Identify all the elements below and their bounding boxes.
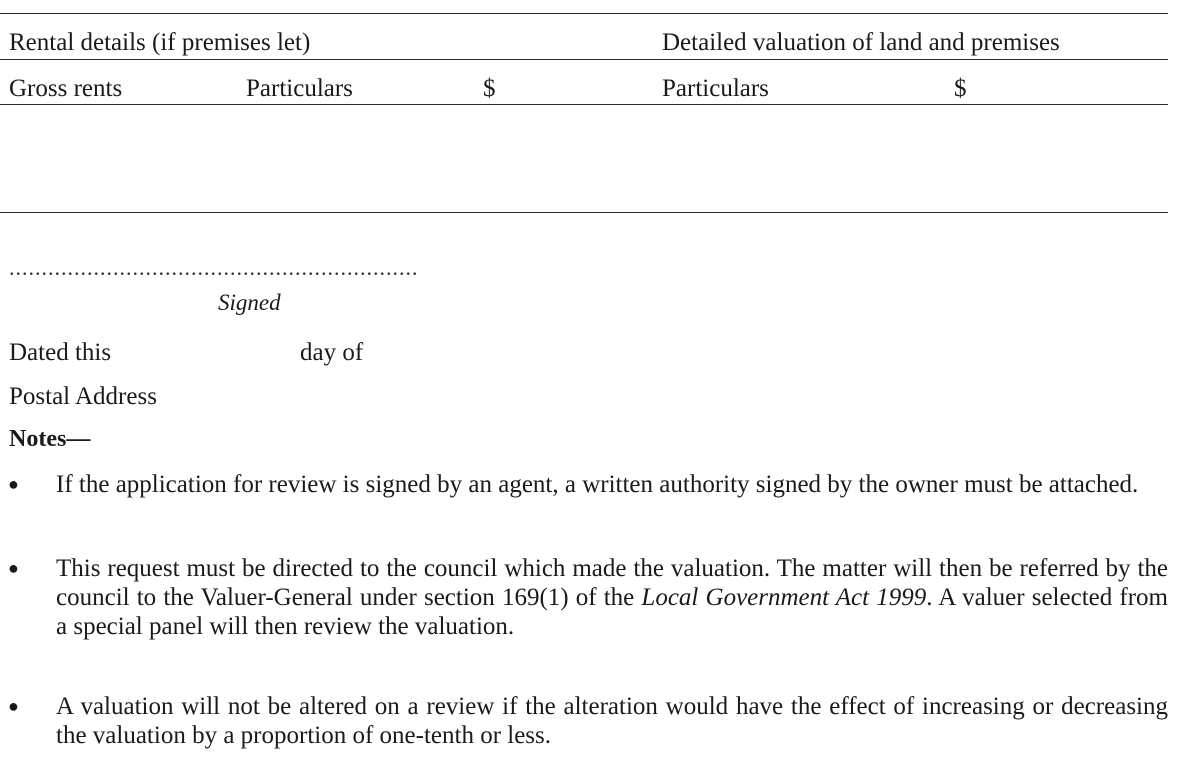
note-text [56,554,1168,641]
note-item-one-tenth-rule [0,692,1168,750]
rental-details-header: Rental details (if premises let) [9,29,311,56]
col-dollar-valuation: $ [954,75,967,102]
signed-label: Signed [218,290,281,315]
act-title: Local Government Act 1999 [641,584,927,611]
valuation-header: Detailed valuation of land and premises [662,29,1060,56]
notes-heading: Notes— [9,426,91,452]
bullet-icon: ● [8,558,19,578]
note-text: If the application for review is signed by an agent, a written authority signed by the owner must be attached. [56,471,1139,498]
bullet-icon: ● [8,696,19,716]
table-bottom-rule [0,212,1168,213]
signature-line: ............................................................... [9,255,419,280]
column-header-rule [0,104,1168,105]
note-item-council-referral [0,554,1168,641]
note-text-part: . A valuer selected from a special panel will then review the valuation. [56,584,1168,640]
col-particulars-rental: Particulars [246,75,353,102]
day-of-label: day of [300,339,364,366]
top-rule [0,13,1168,14]
col-particulars-valuation: Particulars [662,75,769,102]
col-gross-rents: Gross rents [9,75,123,102]
note-text: A valuation will not be altered on a review if the alteration would have the effect of increasing or decreasing the valuation by a proportion of one-tenth or less. [56,693,1168,749]
bullet-icon: ● [8,474,19,494]
note-text-part: This request must be directed to the council which made the valuation. The matter will then be referred by the council to the Valuer-General under section 169(1) of the [56,555,1168,611]
note-item-agent-authority [0,470,1168,499]
header-rule [0,59,1168,60]
dated-this-label: Dated this [9,339,112,366]
postal-address-label: Postal Address [9,383,157,410]
col-dollar-rental: $ [483,75,496,102]
